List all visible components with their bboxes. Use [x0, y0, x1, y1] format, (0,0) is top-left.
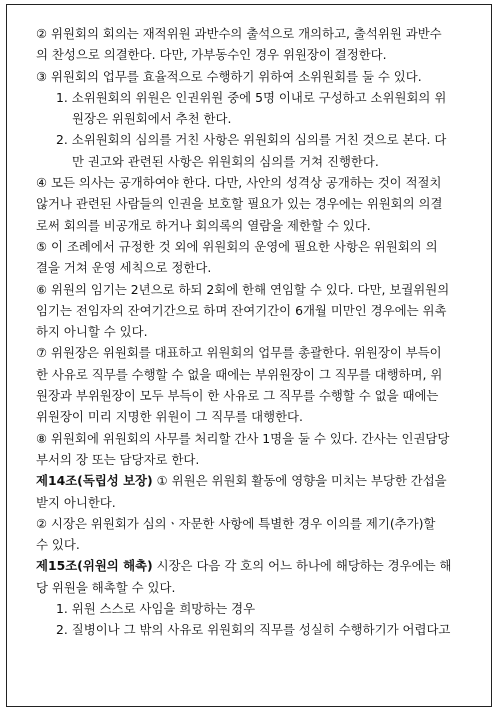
- line-text: ⑦ 위원장은 위원회를 대표하고 위원회의 업무를 총괄한다. 위원장이 부득이: [36, 345, 442, 361]
- article-heading: 제15조(위원의 해촉): [36, 558, 153, 574]
- line-text: 하지 아니할 수 있다.: [36, 324, 148, 340]
- text-line: [36, 428, 481, 449]
- text-line: [36, 598, 481, 619]
- text-line: [36, 279, 481, 300]
- text-line: [36, 406, 481, 427]
- line-text: 임기는 전임자의 잔여기간으로 하며 잔여기간이 6개월 미만인 경우에는 위촉: [36, 302, 447, 318]
- text-line: [36, 23, 481, 44]
- text-line: [36, 44, 481, 65]
- line-text: 당 위원을 해촉할 수 있다.: [36, 579, 176, 595]
- line-text: 2. 질병이나 그 밖의 사유로 위원회의 직무를 성실히 수행하기가 어렵다고: [56, 622, 451, 638]
- text-line: [36, 87, 481, 108]
- line-text: 의 찬성으로 의결한다. 다만, 가부동수인 경우 위원장이 결정한다.: [36, 47, 387, 63]
- text-line: [36, 492, 481, 513]
- text-line: [36, 385, 481, 406]
- article-heading: 제14조(독립성 보장): [36, 473, 153, 489]
- text-line: [36, 257, 481, 278]
- line-text: ⑤ 이 조례에서 규정한 것 외에 위원회의 운영에 필요한 사항은 위원회의 의: [36, 238, 438, 254]
- text-line: [36, 193, 481, 214]
- line-text: ② 시장은 위원회가 심의ㆍ자문한 사항에 특별한 경우 이의를 제기(추가)할: [36, 515, 436, 531]
- text-line: [36, 577, 481, 598]
- line-text: ⑧ 위원회에 위원회의 사무를 처리할 간사 1명을 둘 수 있다. 간사는 인권담당: [36, 430, 450, 446]
- line-text: 받지 아니한다.: [36, 494, 116, 510]
- text-line: [36, 619, 481, 640]
- line-text: 원장은 위원회에서 추천 한다.: [72, 111, 232, 127]
- line-text: ③ 위원회의 업무를 효율적으로 수행하기 위하여 소위원회를 둘 수 있다.: [36, 68, 422, 84]
- text-line: [36, 470, 481, 491]
- document-page: [6, 4, 492, 707]
- line-text: 로써 회의를 비공개로 하거나 회의록의 열람을 제한할 수 있다.: [36, 217, 371, 233]
- text-line: [36, 534, 481, 555]
- text-line: [36, 215, 481, 236]
- line-text: 부서의 장 또는 담당자로 한다.: [36, 451, 200, 467]
- line-text: 수 있다.: [36, 537, 80, 553]
- text-line: [36, 236, 481, 257]
- line-text: 시장은 다음 각 호의 어느 하나에 해당하는 경우에는 해: [152, 558, 452, 574]
- line-text: ① 위원은 위원회 활동에 영향을 미치는 부당한 간섭을: [152, 473, 447, 489]
- text-line: [36, 513, 481, 534]
- line-text: 않거나 관련된 사람들의 인권을 보호할 필요가 있는 경우에는 위원회의 의결: [36, 196, 443, 212]
- text-line: [36, 449, 481, 470]
- text-line: [36, 172, 481, 193]
- line-text: 만 권고와 관련된 사항은 위원회의 심의를 거쳐 진행한다.: [72, 153, 379, 169]
- line-text: ④ 모든 의사는 공개하여야 한다. 다만, 사안의 성격상 공개하는 것이 적절치: [36, 175, 442, 191]
- text-line: [36, 555, 481, 576]
- line-text: ⑥ 위원의 임기는 2년으로 하되 2회에 한해 연임할 수 있다. 다만, 보궐위원의: [36, 281, 450, 297]
- line-text: 위원장이 미리 지명한 위원이 그 직무를 대행한다.: [36, 409, 303, 425]
- line-text: 한 사유로 직무를 수행할 수 없을 때에는 부위원장이 그 직무를 대행하며, 위: [36, 366, 443, 382]
- line-text: 1. 소위원회의 위원은 인권위원 중에 5명 이내로 구성하고 소위원회의 위: [56, 89, 447, 105]
- text-line: [36, 321, 481, 342]
- line-text: 1. 위원 스스로 사임을 희망하는 경우: [56, 601, 256, 617]
- text-line: [36, 342, 481, 363]
- line-text: 2. 소위원회의 심의를 거친 사항은 위원회의 심의를 거친 것으로 본다. 다: [56, 132, 447, 148]
- text-line: [36, 364, 481, 385]
- text-line: [36, 108, 481, 129]
- text-line: [36, 66, 481, 87]
- line-text: 원장과 부위원장이 모두 부득이 한 사유로 그 직무를 수행할 수 없을 때에는: [36, 388, 439, 404]
- line-text: ② 위원회의 회의는 재적위원 과반수의 출석으로 개의하고, 출석위원 과반수: [36, 26, 442, 41]
- document-body: [36, 23, 481, 641]
- text-line: [36, 151, 481, 172]
- text-line: [36, 129, 481, 150]
- line-text: 결을 거쳐 운영 세칙으로 정한다.: [36, 260, 212, 276]
- text-line: [36, 300, 481, 321]
